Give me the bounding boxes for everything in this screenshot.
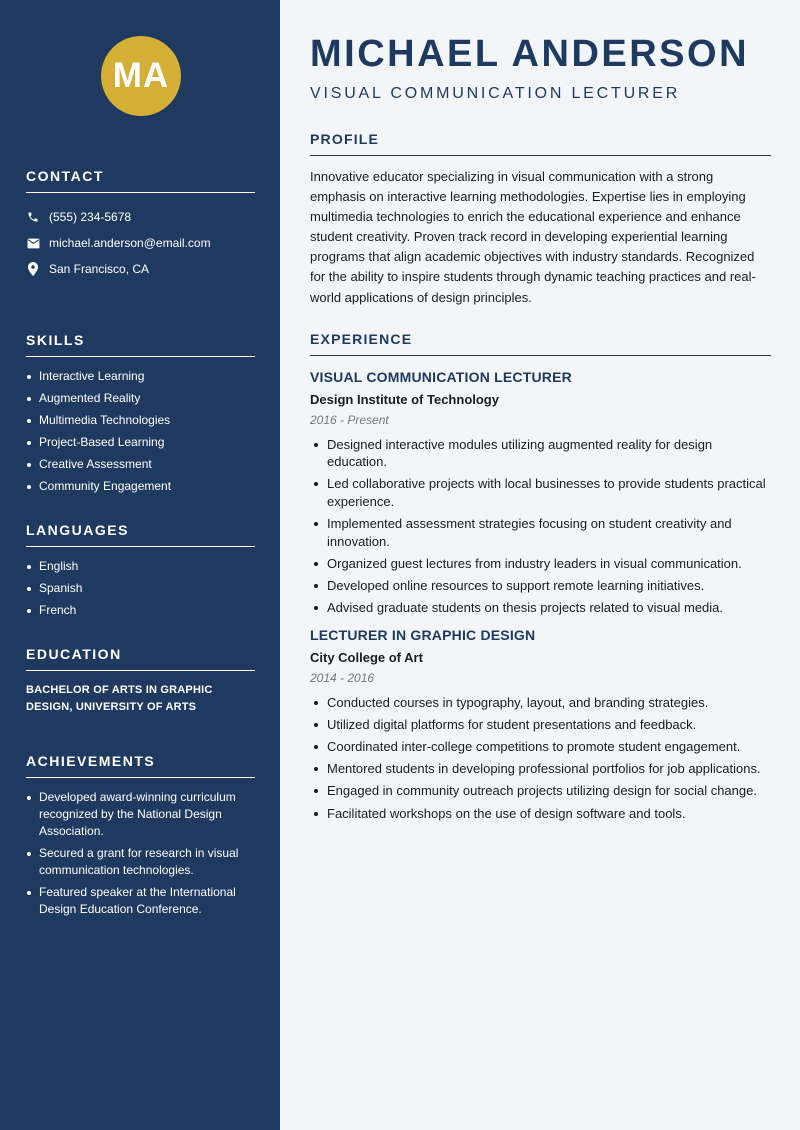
job-bullet: Organized guest lectures from industry leaders in visual communication.	[310, 555, 771, 573]
achievements-section	[26, 753, 255, 918]
job-bullet: Designed interactive modules utilizing augmented reality for design education.	[310, 436, 771, 471]
skills-heading: SKILLS	[26, 332, 255, 357]
phone-icon	[26, 210, 40, 224]
skill-item: Project-Based Learning	[26, 434, 255, 451]
skill-item: Augmented Reality	[26, 390, 255, 407]
languages-heading: LANGUAGES	[26, 522, 255, 547]
contact-email	[26, 230, 255, 256]
job-bullet: Coordinated inter-college competitions to promote student engagement.	[310, 738, 771, 756]
contact-location	[26, 256, 255, 282]
language-item: French	[26, 602, 255, 619]
job-company: Design Institute of Technology	[310, 391, 499, 407]
language-item: Spanish	[26, 580, 255, 597]
languages-list	[26, 558, 255, 619]
skill-item: Community Engagement	[26, 478, 255, 495]
job-company: City College of Art	[310, 649, 423, 665]
skills-list	[26, 368, 255, 495]
education-entry: BACHELOR OF ARTS IN GRAPHIC DESIGN, UNIVERSITY OF ARTS	[26, 684, 213, 713]
job-bullet: Advised graduate students on thesis projects related to visual media.	[310, 599, 771, 617]
profile-text: Innovative educator specializing in visual communication with a strong emphasis on interactive learning methodologies. Expertise lies in employing multimedia technologies to enrich the educational experience and enhance student creativity. Proven track record in developing experiential learning programs that align academic objectives with industry standards. Recognized for the ability to inspire students through dynamic teaching practices and real-world applications of design principles.	[310, 169, 756, 305]
skill-item: Creative Assessment	[26, 456, 255, 473]
skill-item: Multimedia Technologies	[26, 412, 255, 429]
education-heading: EDUCATION	[26, 646, 255, 671]
achievement-item: Developed award-winning curriculum recognized by the National Design Association.	[26, 789, 255, 840]
contact-section	[26, 168, 255, 282]
job-bullets	[310, 436, 771, 617]
skill-item: Interactive Learning	[26, 368, 255, 385]
mail-icon	[26, 236, 40, 250]
location-text: San Francisco, CA	[49, 262, 150, 276]
education-section	[26, 646, 255, 716]
experience-section	[310, 331, 771, 822]
candidate-name: MICHAEL ANDERSON	[310, 33, 750, 75]
achievements-list	[26, 789, 255, 918]
job-bullet: Led collaborative projects with local businesses to provide students practical experience.	[310, 475, 771, 510]
job-bullet: Utilized digital platforms for student presentations and feedback.	[310, 716, 771, 734]
job-bullet: Developed online resources to support remote learning initiatives.	[310, 577, 771, 595]
avatar: MA	[101, 36, 181, 116]
achievement-item: Secured a grant for research in visual communication technologies.	[26, 845, 255, 879]
job-title: LECTURER IN GRAPHIC DESIGN	[310, 626, 536, 643]
sidebar	[0, 0, 280, 1130]
job-dates: 2016 - Present	[310, 412, 389, 427]
email-text: michael.anderson@email.com	[49, 236, 211, 250]
contact-heading: CONTACT	[26, 168, 255, 193]
job-bullet: Mentored students in developing professional portfolios for job applications.	[310, 760, 771, 778]
job-bullets	[310, 694, 771, 822]
job-title: VISUAL COMMUNICATION LECTURER	[310, 368, 572, 385]
job-bullet: Implemented assessment strategies focusing on student creativity and innovation.	[310, 515, 771, 550]
contact-phone	[26, 204, 255, 230]
experience-heading: EXPERIENCE	[310, 331, 771, 356]
language-item: English	[26, 558, 255, 575]
candidate-title: VISUAL COMMUNICATION LECTURER	[310, 85, 681, 102]
skills-section	[26, 332, 255, 495]
job-entry	[310, 627, 771, 822]
job-bullet: Facilitated workshops on the use of design software and tools.	[310, 805, 771, 823]
profile-section	[310, 131, 771, 308]
achievements-heading: ACHIEVEMENTS	[26, 753, 255, 778]
location-pin-icon	[26, 262, 40, 276]
job-dates: 2014 - 2016	[310, 670, 375, 685]
main-content	[280, 0, 800, 1130]
phone-text: (555) 234-5678	[49, 210, 132, 224]
profile-heading: PROFILE	[310, 131, 771, 156]
job-entry	[310, 369, 771, 617]
job-bullet: Conducted courses in typography, layout, and branding strategies.	[310, 694, 771, 712]
job-bullet: Engaged in community outreach projects utilizing design for social change.	[310, 782, 771, 800]
achievement-item: Featured speaker at the International Design Education Conference.	[26, 884, 255, 918]
languages-section	[26, 522, 255, 619]
